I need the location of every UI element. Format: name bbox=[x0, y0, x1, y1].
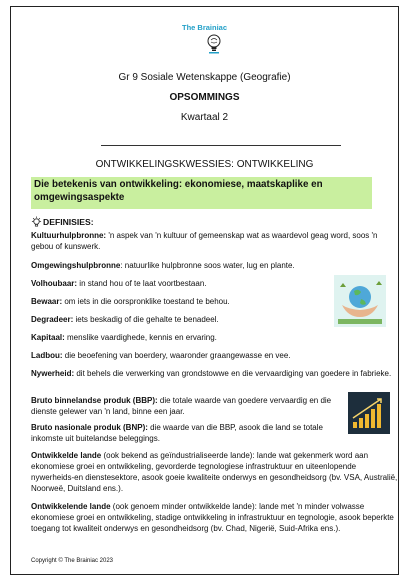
definition-item: Volhoubaar: in stand hou of te laat voortbestaan. bbox=[31, 279, 207, 288]
definition-item: Kultuurhulpbronne: 'n aspek van 'n kultuur of gemeenskap wat as waardevol geag word, soos 'n gebou of kunswerk. bbox=[31, 231, 378, 251]
earth-in-hands-icon bbox=[334, 275, 386, 327]
brand-name: The Brainiac bbox=[181, 23, 227, 32]
brain-lightbulb-logo bbox=[207, 34, 221, 54]
definition-item: Bewaar: om iets in die oorspronklike toestand te behou. bbox=[31, 297, 230, 306]
term-title: Kwartaal 2 bbox=[180, 112, 229, 123]
divider-line bbox=[101, 145, 341, 146]
document-page bbox=[10, 6, 399, 575]
lightbulb-icon bbox=[31, 216, 42, 228]
definition-item: Ladbou: die beoefening van boerdery, waaronder graangewasse en vee. bbox=[31, 351, 291, 360]
summary-title: OPSOMMINGS bbox=[169, 92, 240, 103]
definitions-label bbox=[31, 216, 94, 228]
definitions-label-text: DEFINISIES: bbox=[43, 217, 94, 227]
section-heading: ONTWIKKELINGSKWESSIES: ONTWIKKELING bbox=[95, 159, 314, 170]
highlight-heading: Die betekenis van ontwikkeling: ekonomiese, maatskaplike en omgewingsaspekte bbox=[31, 177, 372, 209]
definition-item: Nywerheid: dit behels die verwerking van grondstowwe en die vervaardiging van goedere in fabrieke. bbox=[31, 369, 392, 378]
subject-title: Gr 9 Sosiale Wetenskappe (Geografie) bbox=[118, 72, 291, 83]
definition-item: Ontwikkelde lande (ook bekend as geïndustrialiseerde lande): lande wat gekenmerk word aan ekonomiese groei en ontwikkeling, gevorderde tegnologiese infrastruktuur en uiteenlopende nywerheids-en dienstesektore, asook goeie kwaliteite onderwys en gesondheidsorg (bv. VSA, Australië, Noorweë, Duitsland ens.). bbox=[31, 451, 398, 493]
definition-item: Bruto nasionale produk (BNP): die waarde van die BBP, asook die land se totale inkomste uit buitelandse beleggings. bbox=[31, 423, 323, 443]
growth-coins-icon bbox=[348, 392, 390, 434]
definition-item: Degradeer: iets beskadig of die gehalte te benadeel. bbox=[31, 315, 219, 324]
definition-item: Kapitaal: menslike vaardighede, kennis en ervaring. bbox=[31, 333, 217, 342]
definition-item: Omgewingshulpbronne: natuurlike hulpbronne soos water, lug en plante. bbox=[31, 261, 295, 270]
copyright-text: Copyright © The Brainiac 2023 bbox=[31, 558, 114, 564]
definition-item: Bruto binnelandse produk (BBP): die totale waarde van goedere vervaardig en die dienste gelewer van 'n land, binne een jaar. bbox=[31, 396, 332, 416]
definition-item: Ontwikkelende lande (ook genoem minder ontwikkelde lande): lande met 'n minder volwasse ekonomiese groei en ontwikkeling, stadige ontwikkeling in infrastruktuur en tegnologie, asook beperkte toegang tot kwaliteit onderwys en gesondheidsorg (bv. Chad, Nigerië, Suid-Afrika ens.). bbox=[31, 502, 394, 533]
